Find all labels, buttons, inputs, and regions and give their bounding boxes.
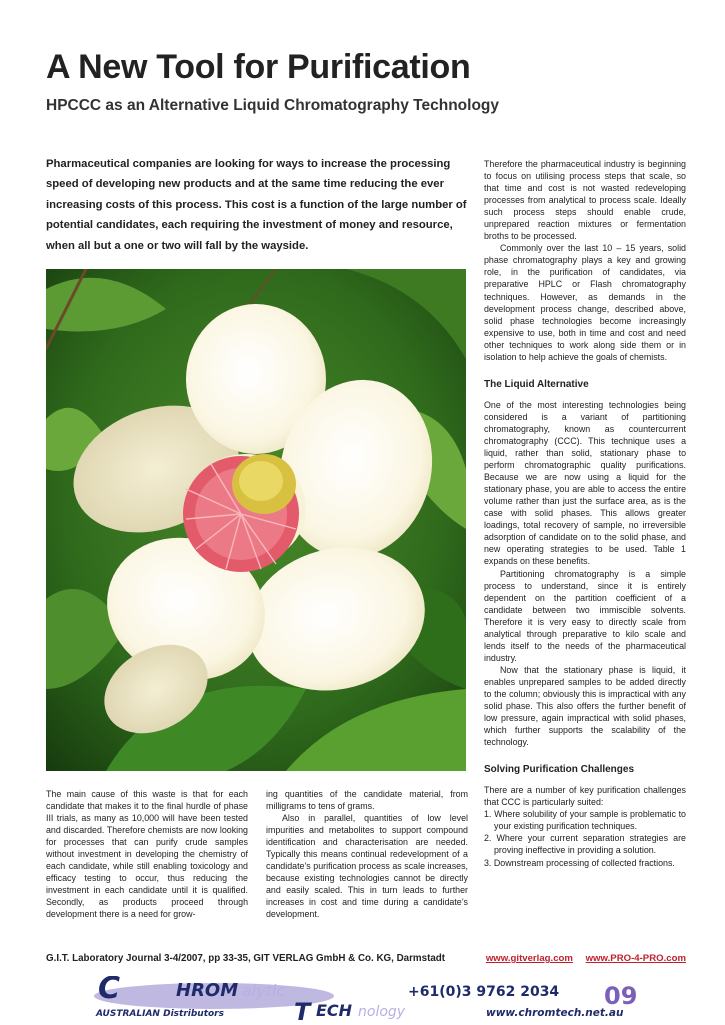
list-item: 3. Downstream processing of collected fractions. [484, 857, 675, 868]
body-column-left [46, 788, 248, 921]
paragraph: Now that the stationary phase is liquid, it enables unprepared samples to be added directly to the column; obviously this is impractical with any solid phase. This also offers the further benefit of low pressure, again impractical with solid phases, which further supports the scalability of the technology. [484, 664, 686, 748]
logo-hrom: HROM [176, 980, 239, 1001]
paragraph: Partitioning chromatography is a simple process to understand, since it is entirely dependent on the partition coefficient of a candidate between two immiscible solvents. Therefore it is very easy to directly scale from analytical through preparative to kilo scale and lends itself to the needs of the pharmaceutical industry. [484, 568, 686, 663]
section-heading-liquid-alternative: The Liquid Alternative [484, 378, 589, 390]
gitverlag-link[interactable]: www.gitverlag.com [485, 953, 573, 964]
pro4pro-link[interactable]: www.PRO-4-PRO.com [585, 953, 686, 964]
logo-ech: ECH [316, 1001, 353, 1020]
banner-phone: +61(0)3 9762 2034 [408, 984, 560, 1000]
journal-citation: G.I.T. Laboratory Journal 3-4/2007, pp 33-35, GIT VERLAG GmbH & Co. KG, Darmstadt [46, 953, 446, 964]
article-subtitle: HPCCC as an Alternative Liquid Chromatography Technology [46, 97, 499, 114]
article-lede: Pharmaceutical companies are looking for ways to increase the processing speed of developing new products and at the same time reducing the ever increasing costs of this process. This cost is a function of the large number of potential candidates, each requiring the investment of money and resource, when all but a one or two will fall by the wayside. [46, 158, 467, 252]
paragraph: Also in parallel, quantities of low level impurities and metabolites to support compound identification and characterisation are needed. Typically this means continual redevelopment of a candidate’s purification process as scale increases, because existing technologies cannot be directly and easily scaled. This in turn leads to further increases in cost and time during a candidate’s development. [266, 813, 468, 920]
paragraph: Commonly over the last 10 – 15 years, solid phase chromatography plays a key and growing role, in the purification of candidates, via preparative HPLC or Flash chromatography techniques. However, as demands in the development process change, described above, solid phase technologies become increasingly expensive to use, both in time and cost and need other techniques to work along side them or in isolation to help achieve the goals of chemists. [484, 243, 686, 362]
logo-letter-c: C [98, 976, 121, 1006]
paragraph: One of the most interesting technologies being considered is a variant of partitioning chromatography, known as countercurrent chromatography (CCC). This technique uses a liquid, rather than solid, stationary phase to perform chromatographic quality purifications. Because we are now using a liquid for the stationary phase, you are able to access the entire volume rather than just the surface area, as is the case with solid phases. This allows greater loadings, total recovery of sample, no irreversible adsorption of candidate on to the solid phase, and new operating strategies to be used. Table 1 expands on these benefits. [484, 399, 686, 567]
logo-alytic: alytic [242, 981, 286, 1000]
challenge-list [484, 808, 686, 868]
body-column-right [484, 158, 686, 869]
section-heading-solving-challenges: Solving Purification Challenges [484, 764, 635, 776]
page-number: 09 [604, 982, 638, 1010]
paragraph: Therefore the pharmaceutical industry is beginning to focus on utilising process steps that scale, so that time and cost is not wasted redeveloping processes from analytical to process scale. Ideally such process steps should enable crude, unprepared reaction mixtures or fermentation broths to be processed. [484, 159, 686, 242]
footer-links [476, 953, 686, 964]
magnolia-flower-photo [46, 269, 466, 771]
logo-letter-t: T [294, 998, 311, 1020]
list-item: 1. Where solubility of your sample is problematic to your existing purification techniques. [484, 809, 686, 832]
chromalytic-banner [94, 976, 694, 1020]
paragraph: There are a number of key purification challenges that CCC is particularly suited: [484, 785, 686, 808]
banner-website: www.chromtech.net.au [486, 1007, 624, 1019]
body-column-middle [266, 788, 468, 921]
paragraph: The main cause of this waste is that for each candidate that makes it to the final hurdle of phase III trials, as many as 10,000 will have been tested and discarded. Therefore chemists are now looking for processes that can purify crude samples without investment in developing the chemistry of each candidate, while still enabling toxicology and efficacy testing to occur, thus reducing the investment in each candidate until it is qualified. Secondly, as products proceed through development there is a need for grow- [46, 789, 248, 920]
magnolia-illustration [46, 269, 466, 771]
logo-nology: nology [358, 1004, 406, 1020]
article-title: A New Tool for Purification [46, 48, 471, 86]
list-item: 2. Where your current separation strategies are proving ineffective in providing a solution. [484, 833, 686, 856]
banner-distributors: AUSTRALIAN Distributors [96, 1009, 224, 1019]
paragraph: ing quantities of the candidate material, from milligrams to tens of grams. [266, 789, 468, 812]
